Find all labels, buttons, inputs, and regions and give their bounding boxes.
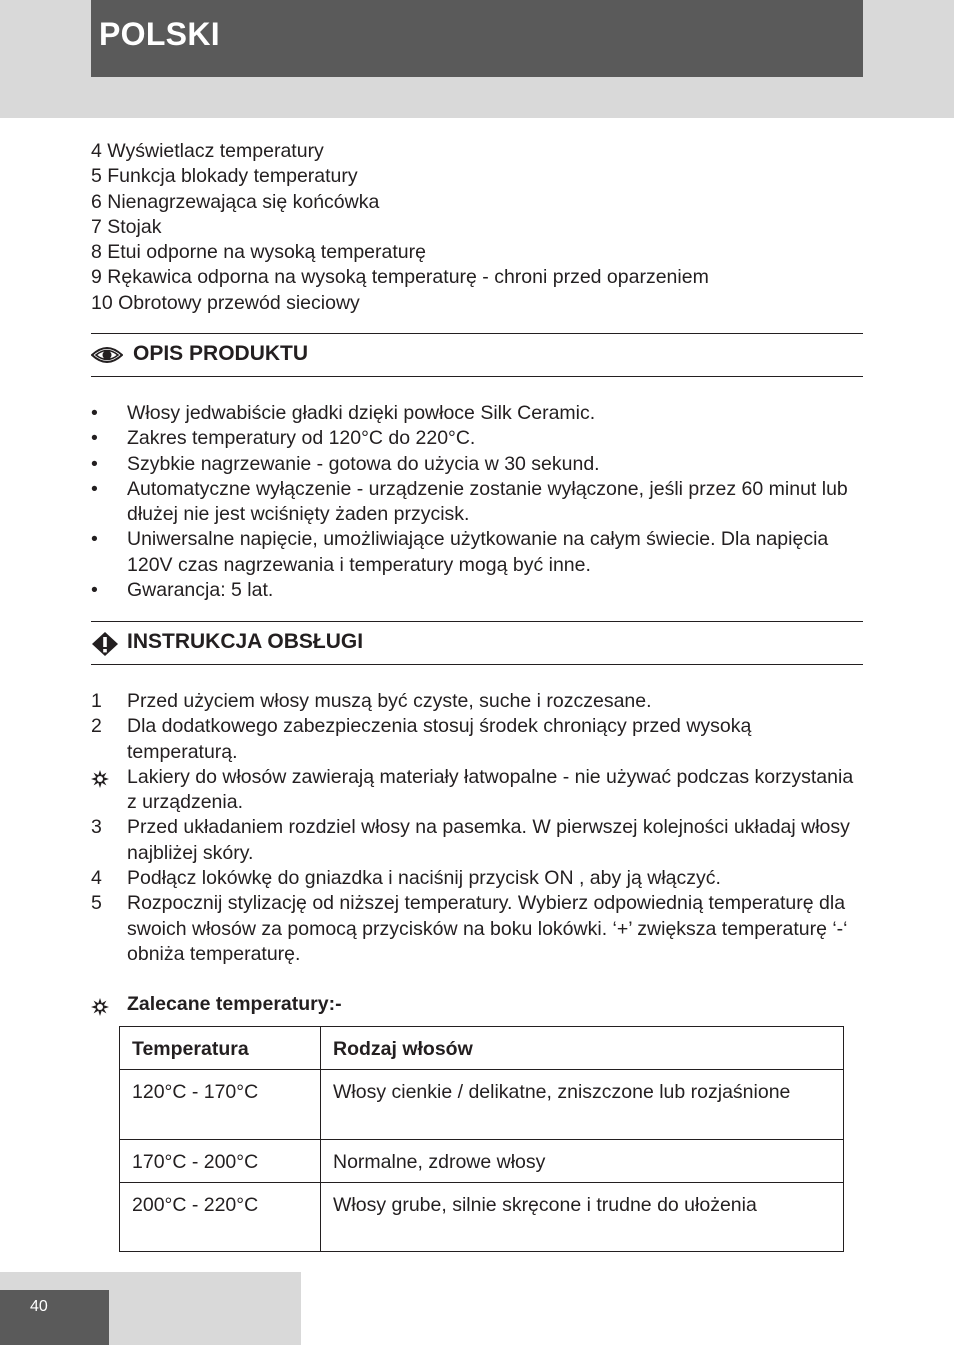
star-icon <box>91 998 109 1022</box>
table-cell: Normalne, zdrowe włosy <box>321 1140 844 1183</box>
parts-list-item: 4 Wyświetlacz temperatury <box>91 140 324 162</box>
page-number: 40 <box>30 1298 48 1315</box>
table-cell: Włosy grube, silnie skręcone i trudne do ułożenia <box>321 1183 844 1252</box>
table-cell: 200°C - 220°C <box>120 1183 321 1252</box>
table-row <box>120 1183 844 1252</box>
list-item: • Automatyczne wyłączenie - urządzenie zostanie wyłączone, jeśli przez 60 minut lub dłużej nie jest wciśnięty żaden przycisk. <box>91 477 848 526</box>
parts-list-item: 9 Rękawica odporna na wysoką temperaturę - chroni przed oparzeniem <box>91 266 709 289</box>
table-header-row <box>120 1027 844 1070</box>
parts-list-item: 6 Nienagrzewająca się końcówka <box>91 190 380 213</box>
list-item: • Uniwersalne napięcie, umożliwiające użytkowanie na całym świecie. Dla napięcia 120V czas nagrzewania i temperatury mogą być inne. <box>91 528 829 576</box>
temperature-table <box>119 1026 844 1252</box>
table-row <box>120 1140 844 1183</box>
page-title: POLSKI <box>99 16 220 52</box>
warning-icon <box>91 631 119 662</box>
list-item: • Szybkie nagrzewanie - gotowa do użycia w 30 sekund. <box>91 452 600 475</box>
parts-list-item: 8 Etui odporne na wysoką temperaturę <box>91 241 426 264</box>
step-item: 3 Przed układaniem rozdziel włosy na pasemka. W pierwszej kolejności układaj włosy najbliżej skóry. <box>91 816 850 864</box>
step-item: 2 Dla dodatkowego zabezpieczenia stosuj środek chroniący przed wysoką temperaturą. <box>91 715 752 763</box>
star-icon <box>91 770 109 795</box>
step-item: 5 Rozpocznij stylizację od niższej temperatury. Wybierz odpowiednią temperaturę dla swoich włosów za pomocą przycisków na boku lokówki. ‘+’ zwiększa temperaturę ‘-‘ obniża temperaturę. <box>91 892 848 965</box>
table-row <box>120 1070 844 1140</box>
parts-list <box>91 139 863 316</box>
table-cell: 120°C - 170°C <box>120 1070 321 1140</box>
instruction-steps <box>91 689 866 967</box>
title-bar <box>91 0 863 77</box>
step-item: 4 Podłącz lokówkę do gniazdka i naciśnij przycisk ON , aby ją włączyć. <box>91 867 721 890</box>
table-cell: 170°C - 200°C <box>120 1140 321 1183</box>
step-item: 1 Przed użyciem włosy muszą być czyste, suche i rozczesane. <box>91 690 652 712</box>
section-title: INSTRUKCJA OBSŁUGI <box>127 630 364 653</box>
list-item: • Włosy jedwabiście gładki dzięki powłoce Silk Ceramic. <box>91 402 596 424</box>
list-item: • Zakres temperatury od 120°C do 220°C. <box>91 427 476 450</box>
eye-icon <box>91 344 123 371</box>
feature-list <box>91 401 863 603</box>
table-cell: Włosy cienkie / delikatne, zniszczone lub rozjaśnione <box>321 1070 844 1140</box>
section-heading-description <box>91 333 863 377</box>
step-item: Lakiery do włosów zawierają materiały łatwopalne - nie używać podczas korzystania z urządzenia. <box>91 765 866 816</box>
page-number-box <box>0 1290 109 1345</box>
parts-list-item: 7 Stojak <box>91 215 162 238</box>
list-item: • Gwarancja: 5 lat. <box>91 579 274 602</box>
section-title: OPIS PRODUKTU <box>133 342 309 365</box>
column-header: Rodzaj włosów <box>321 1027 844 1070</box>
column-header: Temperatura <box>120 1027 321 1070</box>
section-heading-instructions <box>91 621 863 665</box>
parts-list-item: 10 Obrotowy przewód sieciowy <box>91 291 360 314</box>
parts-list-item: 5 Funkcja blokady temperatury <box>91 165 358 188</box>
